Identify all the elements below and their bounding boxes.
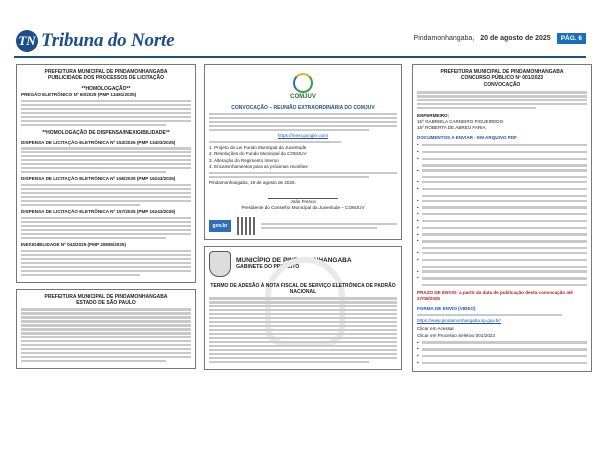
candidate-item: 16º ROBERTA DE ABREU FARIA [417,125,486,131]
municipal-crest-icon [209,251,231,277]
newspaper-logo [16,30,174,52]
col1-bottom-title: PREFEITURA MUNICIPAL DE PINDAMONHANGABA [44,293,168,300]
col1-title: PREFEITURA MUNICIPAL DE PINDAMONHANGABA [44,69,168,75]
dispensa-text [21,217,191,239]
termo-title: TERMO DE ADESÃO À NOTA FISCAL DE SERVIÇO ELETRÔNICA DE PADRÃO NACIONAL [210,282,396,296]
dispensa-text [21,184,191,206]
pregao-text [21,100,191,126]
concurso-number: CONCURSO PÚBLICO Nº 001/2023 [460,75,544,82]
signer-role: Presidente do Conselho Municipal da Juventude – COMJUV [241,204,365,210]
inexigibilidade-item: INEXIGIBILIDADE Nº 043/2025 (PMP 20855/2025) [21,242,127,248]
header-city: Pindamonhangaba, [413,35,475,42]
comjuv-text [209,172,397,178]
agenda-item: 4. Encaminhamentos para as próximas reuniões [209,164,308,170]
convocacao-text [417,91,587,109]
steps-list: Clicar em Acessar Clicar em Processo Seletivo 001/2023 • • • • [417,326,587,366]
comjuv-date: Pindamonhangaba, 19 de agosto de 2025. [209,180,296,186]
dispensa-heading: **HOMOLOGAÇÃO DE DISPENSA/INEXIGIBILIDADE** [42,130,170,137]
header-meta [414,33,586,44]
agenda-item: 3. Alteração do Regimento Interno [209,157,279,163]
homolog-heading: **HOMOLOGAÇÃO** [81,85,131,92]
termo-text [209,297,397,363]
gabinete-box [204,246,402,370]
header-date: 20 de agosto de 2025 [480,35,551,42]
prazo-envio: PRAZO DE ENVIO: a partir da data de publicação desta convocação até 27/08/2025 [417,290,573,302]
comjuv-logo [209,73,397,100]
inexigibilidade-text [21,250,191,276]
qr-code-icon [237,217,255,235]
licitacoes-box [16,64,196,283]
comjuv-wordmark: COMJUV [290,94,316,100]
dispensa-item: DISPENSA DE LICITAÇÃO ELETRÔNICA Nº 153/2025 (PMP 13403/2025) [21,139,176,145]
dispensa-item: DISPENSA DE LICITAÇÃO ELETRÔNICA Nº 156/2025 (PMP 16243/2025) [21,176,176,182]
agenda-item: 2. Resoluções do Fundo Municipal do COMJUV [209,151,307,157]
decreto-text [21,308,191,362]
column-comjuv [204,64,402,370]
col3-title: PREFEITURA MUNICIPAL DE PINDAMONHANGABA [440,69,564,75]
gov-badge: gov.br [209,220,231,232]
signer-name: João Fresca [290,198,316,204]
verification-text [261,221,397,231]
column-licitacoes [16,64,196,369]
comjuv-emblem-icon [293,73,313,93]
documents-list: • • • • • • • • • • • • • • • • • [417,142,587,286]
comjuv-box [204,64,402,240]
meet-link[interactable]: https://meet.google.com/ [277,133,329,139]
prefeitura-link[interactable]: https://www.pindamonhangaba.sp.gov.br/ [417,318,501,324]
page-badge: PÁG. 6 [557,33,586,44]
comjuv-text [209,141,397,143]
column-concurso [412,64,592,372]
logo-mark: TN [16,30,38,52]
municipality-subtitle: GABINETE DO PREFEITO [236,263,300,270]
candidate-item: 15º GABRIELA CARNEIRO FIGUEIREDO [417,119,504,125]
municipality-title: MUNICÍPIO DE PINDAMONHANGABA [236,256,352,264]
convocacao-heading: CONVOCAÇÃO [483,81,521,88]
comjuv-text [209,113,397,131]
step-item: Clicar em Acessar [417,326,455,332]
step-item: Clicar em Processo Seletivo 001/2023 [417,332,495,338]
decreto-box [16,289,196,369]
dispensa-item: DISPENSA DE LICITAÇÃO ELETRÔNICA Nº 157/2025 (PMP 16243/2025) [21,209,176,215]
agenda-item: 1. Projeto de Lei Fundo Municipal da Juventude [209,144,307,150]
concurso-box [412,64,592,372]
forma-envio-text [417,314,587,316]
verification-row [209,217,397,235]
pregao-heading: PREGÃO ELETRÔNICO Nº 60/2025 (PMP 13491/2025) [21,92,137,98]
col1-subtitle: PUBLICIDADE DOS PROCESSOS DE LICITAÇÃO [47,75,165,82]
col1-bottom-subtitle: ESTADO DE SÃO PAULO [76,300,136,307]
agenda-list [209,145,397,171]
enfermeiro-heading: ENFERMEIRO: [417,113,450,119]
comjuv-convocacao: CONVOCAÇÃO – REUNIÃO EXTRAORDINÁRIA DO COMJUV [231,105,375,111]
documents-heading: DOCUMENTOS A ENVIAR - EM ARQUIVO PDF [417,135,517,141]
header-divider [14,56,586,58]
dispensa-text [21,147,191,173]
newspaper-header [0,0,600,62]
forma-envio-heading: FORMA DE ENVIO (VIDEO) [417,306,476,312]
logo-text: Tribuna do Norte [41,30,175,51]
